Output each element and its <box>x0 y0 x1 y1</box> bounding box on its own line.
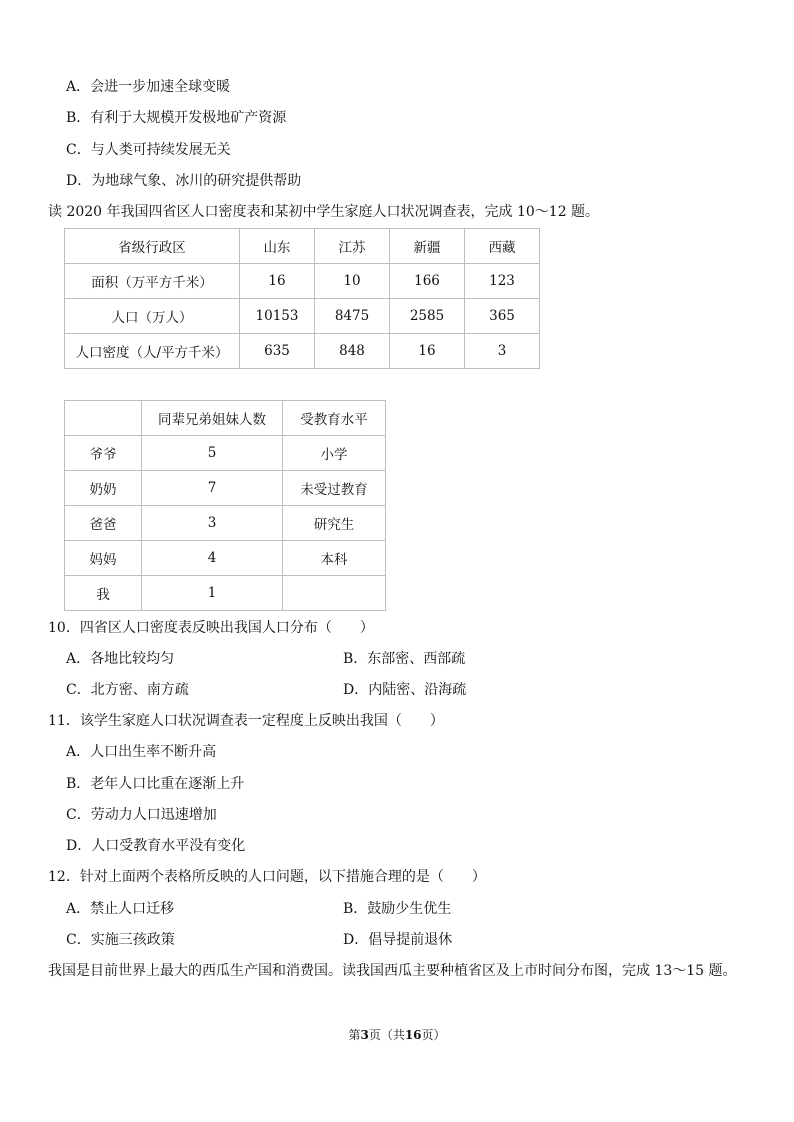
question-10-stem: 10．四省区人口密度表反映出我国人口分布（ ） <box>48 620 374 636</box>
table-row <box>65 436 386 471</box>
table-row <box>65 541 386 576</box>
prev-option-a: A．会进一步加速全球变暖 <box>66 79 231 95</box>
table-cell: 我 <box>65 576 142 611</box>
table-cell: 10153 <box>240 299 315 334</box>
q11-option-b: B．老年人口比重在逐渐上升 <box>66 776 245 792</box>
table-cell: 166 <box>390 264 465 299</box>
table-header-cell: 同辈兄弟姐妹人数 <box>142 401 283 436</box>
q10-option-a: A．各地比较均匀 <box>66 651 175 667</box>
table-cell: 365 <box>465 299 540 334</box>
table-cell: 3 <box>142 506 283 541</box>
page-number: 3 <box>360 1028 369 1042</box>
q10-option-b: B．东部密、西部疏 <box>343 651 466 667</box>
footer-text: 页） <box>421 1028 446 1042</box>
prev-option-d: D．为地球气象、冰川的研究提供帮助 <box>66 173 302 189</box>
prev-option-b: B．有利于大规模开发极地矿产资源 <box>66 110 287 126</box>
table-row <box>65 576 386 611</box>
table-header-cell: 省级行政区 <box>65 229 240 264</box>
q11-option-a: A．人口出生率不断升高 <box>66 744 217 760</box>
total-pages: 16 <box>404 1028 422 1042</box>
table-cell: 4 <box>142 541 283 576</box>
table-header-cell: 山东 <box>240 229 315 264</box>
table-cell: 小学 <box>283 436 386 471</box>
table-cell: 人口密度（人/平方千米） <box>65 334 240 369</box>
table-cell: 研究生 <box>283 506 386 541</box>
table-cell: 16 <box>240 264 315 299</box>
table-cell: 2585 <box>390 299 465 334</box>
question-12-stem: 12．针对上面两个表格所反映的人口问题，以下措施合理的是（ ） <box>48 869 486 885</box>
page-footer <box>0 1026 794 1043</box>
intro-13-15: 我国是目前世界上最大的西瓜生产国和消费国。读我国西瓜主要种植省区及上市时间分布图，完成 13～15 题。 <box>48 963 737 979</box>
table-cell <box>283 576 386 611</box>
family-survey-table <box>64 400 386 611</box>
table-cell: 妈妈 <box>65 541 142 576</box>
table-cell: 奶奶 <box>65 471 142 506</box>
footer-text: 第 <box>348 1028 361 1042</box>
table-header-cell: 江苏 <box>315 229 390 264</box>
table-cell: 10 <box>315 264 390 299</box>
table-cell: 爸爸 <box>65 506 142 541</box>
table-cell: 635 <box>240 334 315 369</box>
table-header-row <box>65 401 386 436</box>
q12-option-d: D．倡导提前退休 <box>343 932 453 948</box>
question-11-stem: 11．该学生家庭人口状况调查表一定程度上反映出我国（ ） <box>48 713 444 729</box>
table-row <box>65 299 540 334</box>
table-cell: 123 <box>465 264 540 299</box>
footer-text: 页（共 <box>368 1028 405 1042</box>
table-header-cell: 新疆 <box>390 229 465 264</box>
table-cell: 爷爷 <box>65 436 142 471</box>
q12-option-c: C．实施三孩政策 <box>66 932 175 948</box>
population-density-table <box>64 228 540 369</box>
table-row <box>65 334 540 369</box>
table-cell: 人口（万人） <box>65 299 240 334</box>
table-cell: 未受过教育 <box>283 471 386 506</box>
table-header-cell: 西藏 <box>465 229 540 264</box>
q11-option-c: C．劳动力人口迅速增加 <box>66 807 217 823</box>
table-cell: 3 <box>465 334 540 369</box>
q10-option-c: C．北方密、南方疏 <box>66 682 189 698</box>
table-row <box>65 471 386 506</box>
intro-10-12: 读 2020 年我国四省区人口密度表和某初中学生家庭人口状况调查表，完成 10～12 题。 <box>48 204 600 220</box>
q10-option-d: D．内陆密、沿海疏 <box>343 682 467 698</box>
table-header-cell <box>65 401 142 436</box>
table-cell: 8475 <box>315 299 390 334</box>
table-cell: 5 <box>142 436 283 471</box>
q11-option-d: D．人口受教育水平没有变化 <box>66 838 246 854</box>
table-cell: 本科 <box>283 541 386 576</box>
table-cell: 7 <box>142 471 283 506</box>
table-header-row <box>65 229 540 264</box>
prev-option-c: C．与人类可持续发展无关 <box>66 142 231 158</box>
table-cell: 面积（万平方千米） <box>65 264 240 299</box>
table-header-cell: 受教育水平 <box>283 401 386 436</box>
table-cell: 16 <box>390 334 465 369</box>
table-cell: 848 <box>315 334 390 369</box>
table-row <box>65 264 540 299</box>
q12-option-a: A．禁止人口迁移 <box>66 901 175 917</box>
q12-option-b: B．鼓励少生优生 <box>343 901 452 917</box>
table-row <box>65 506 386 541</box>
table-cell: 1 <box>142 576 283 611</box>
